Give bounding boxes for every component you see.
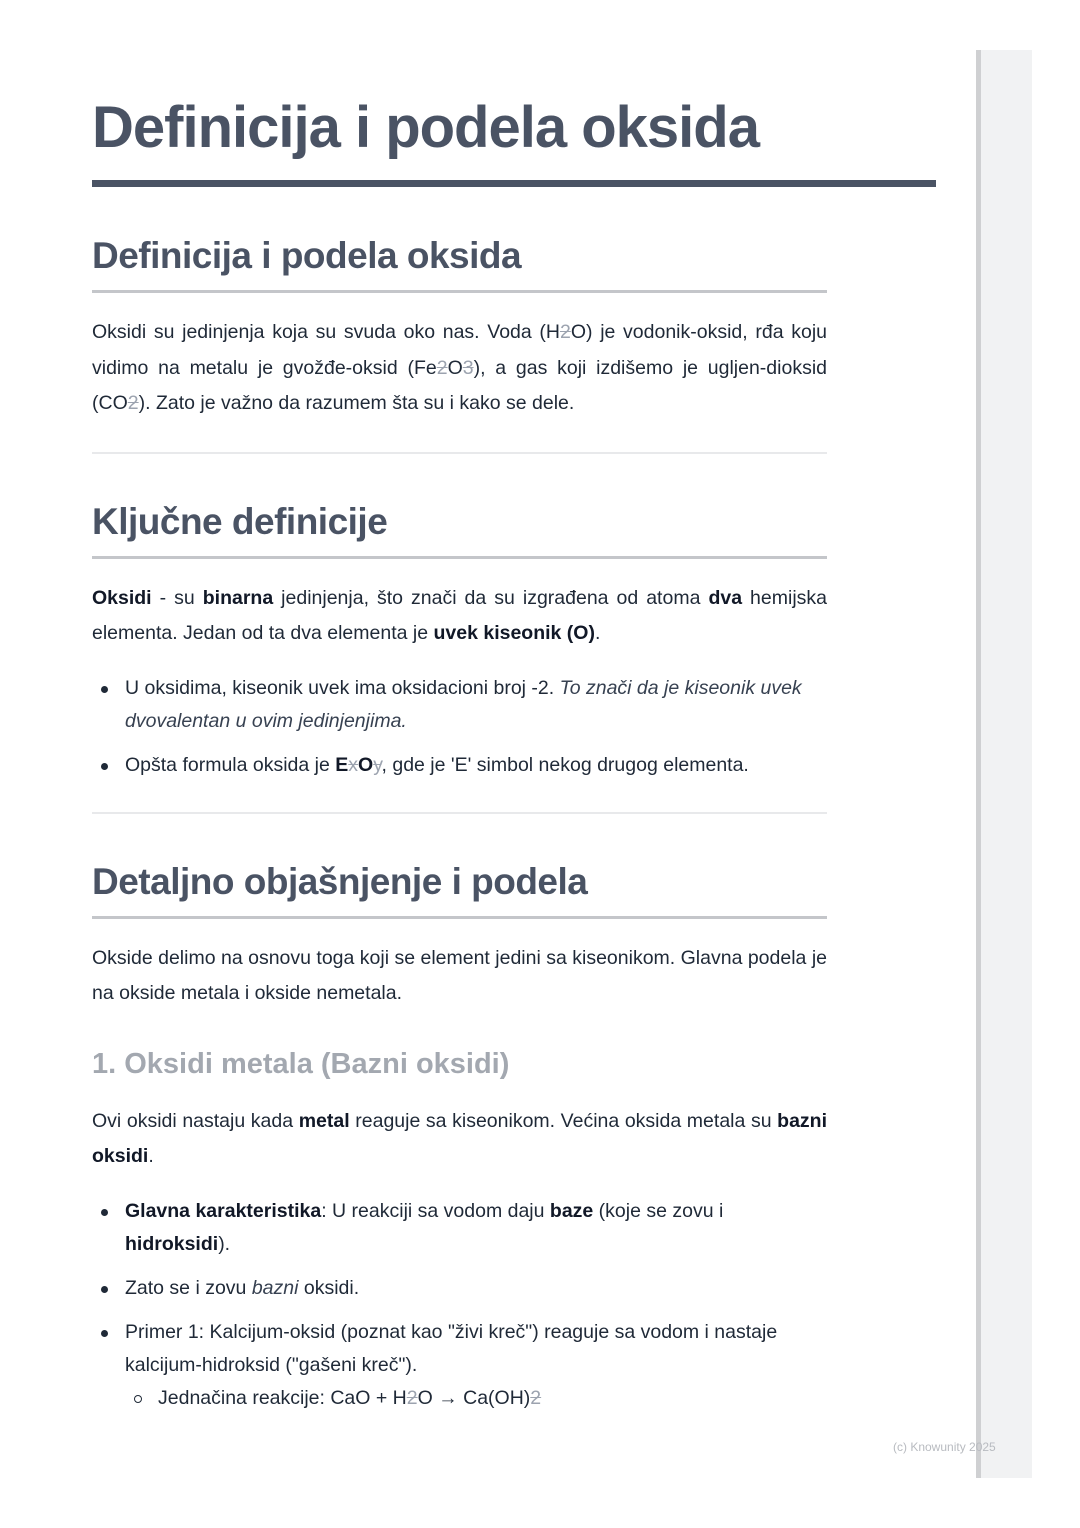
bullet-icon [101, 1286, 108, 1293]
nested-list-item [92, 1382, 827, 1415]
bold-term: bazni oksidi [92, 1109, 827, 1167]
copyright-footer: (c) Knowunity 2025 [893, 1440, 996, 1454]
section-heading-key-definitions: Ključne definicije [92, 498, 827, 559]
text: reaguje sa kiseonikom. Većina oksida metala su [349, 1109, 778, 1132]
bold-term: baze [549, 1199, 594, 1222]
subscript: x [348, 753, 359, 776]
italic-text: To znači da je kiseonik uvek dvovalentan u ovim jedinjenjima. [125, 676, 802, 732]
section-heading-definition: Definicija i podela oksida [92, 232, 827, 293]
subscript: 2 [530, 1386, 542, 1409]
bullet-icon [101, 1209, 108, 1216]
text: , gde je 'E' simbol nekog drugog elementa. [381, 753, 749, 776]
bullet-icon [101, 686, 108, 693]
definition-bullet-list [92, 672, 827, 782]
subscript: 2 [406, 1386, 418, 1409]
side-scroll-panel [976, 50, 1032, 1478]
text: ), a gas koji izdišemo je ugljen-dioksid (CO [92, 356, 828, 414]
bold-term: dva [708, 586, 743, 609]
text: : U reakciji sa vodom daju [321, 1199, 550, 1222]
formula-element: O [358, 753, 374, 776]
subscript: y [373, 753, 382, 776]
bold-term: Oksidi [92, 586, 152, 609]
text: U oksidima, kiseonik uvek ima oksidacioni broj -2. [125, 676, 560, 699]
metal-oxides-paragraph [92, 1104, 827, 1175]
section-heading-detailed-explanation: Detaljno objašnjenje i podela [92, 858, 827, 919]
intro-paragraph [92, 315, 827, 422]
section-divider [92, 812, 827, 814]
text: ). [218, 1232, 231, 1255]
bullet-icon [101, 763, 108, 770]
subscript: 2 [436, 356, 448, 379]
subscript: 3 [462, 356, 474, 379]
bold-term: binarna [202, 586, 274, 609]
text: Jednačina reakcije: CaO + H [158, 1386, 407, 1409]
text: hemijska elementa. Jedan od ta dva elementa je [92, 586, 827, 644]
text: O [447, 356, 463, 379]
bullet-icon [101, 1330, 108, 1337]
text: (koje se zovu i [593, 1199, 724, 1222]
document-content [92, 232, 827, 1415]
text: Ovi oksidi nastaju kada [92, 1109, 299, 1132]
subscript: 2 [560, 321, 571, 343]
subscript: 2 [127, 392, 139, 414]
list-item [92, 1316, 827, 1382]
text: ). Zato je važno da razumem šta su i kako se dele. [138, 392, 575, 414]
section-divider [92, 452, 827, 454]
list-item [92, 749, 827, 782]
text: Primer 1: Kalcijum-oksid (poznat kao "živi kreč") reaguje sa vodom i nastaje kalcijum-hidroksid ("gašeni kreč"). [125, 1320, 778, 1376]
text: - su [151, 586, 203, 609]
subsection-heading-metal-oxides: 1. Oksidi metala (Bazni oksidi) [92, 1047, 510, 1080]
title-divider [92, 180, 936, 187]
text: Zato se i zovu [125, 1276, 252, 1299]
metal-oxides-bullet-list [92, 1195, 827, 1415]
text: O → Ca(OH) [417, 1386, 531, 1409]
text: . [148, 1145, 154, 1167]
list-item [92, 1195, 827, 1261]
bold-term: Glavna karakteristika [125, 1199, 322, 1222]
text: jedinjenja, što znači da su izgrađena od atoma [273, 586, 709, 609]
document-title: Definicija i podela oksida [92, 95, 759, 160]
text: O) je vodonik-oksid, rđa koju vidimo na metalu je gvožđe-oksid (Fe [92, 321, 827, 379]
text: . [594, 622, 601, 644]
bold-term: hidroksidi [125, 1232, 219, 1255]
list-item [92, 672, 827, 738]
bold-term: uvek kiseonik (O) [433, 622, 595, 644]
italic-text: bazni [251, 1276, 299, 1299]
text: Oksidi su jedinjenja koja su svuda oko nas. Voda (H [92, 321, 560, 343]
text: Opšta formula oksida je [125, 753, 336, 776]
hollow-bullet-icon [134, 1395, 142, 1403]
list-item [92, 1272, 827, 1305]
formula-element: E [335, 753, 349, 776]
classification-paragraph: Okside delimo na osnovu toga koji se element jedini sa kiseonikom. Glavna podela je na okside metala i okside nemetala. [92, 946, 827, 1004]
bold-term: metal [298, 1109, 350, 1132]
definition-paragraph [92, 581, 827, 652]
text: oksidi. [298, 1276, 360, 1299]
